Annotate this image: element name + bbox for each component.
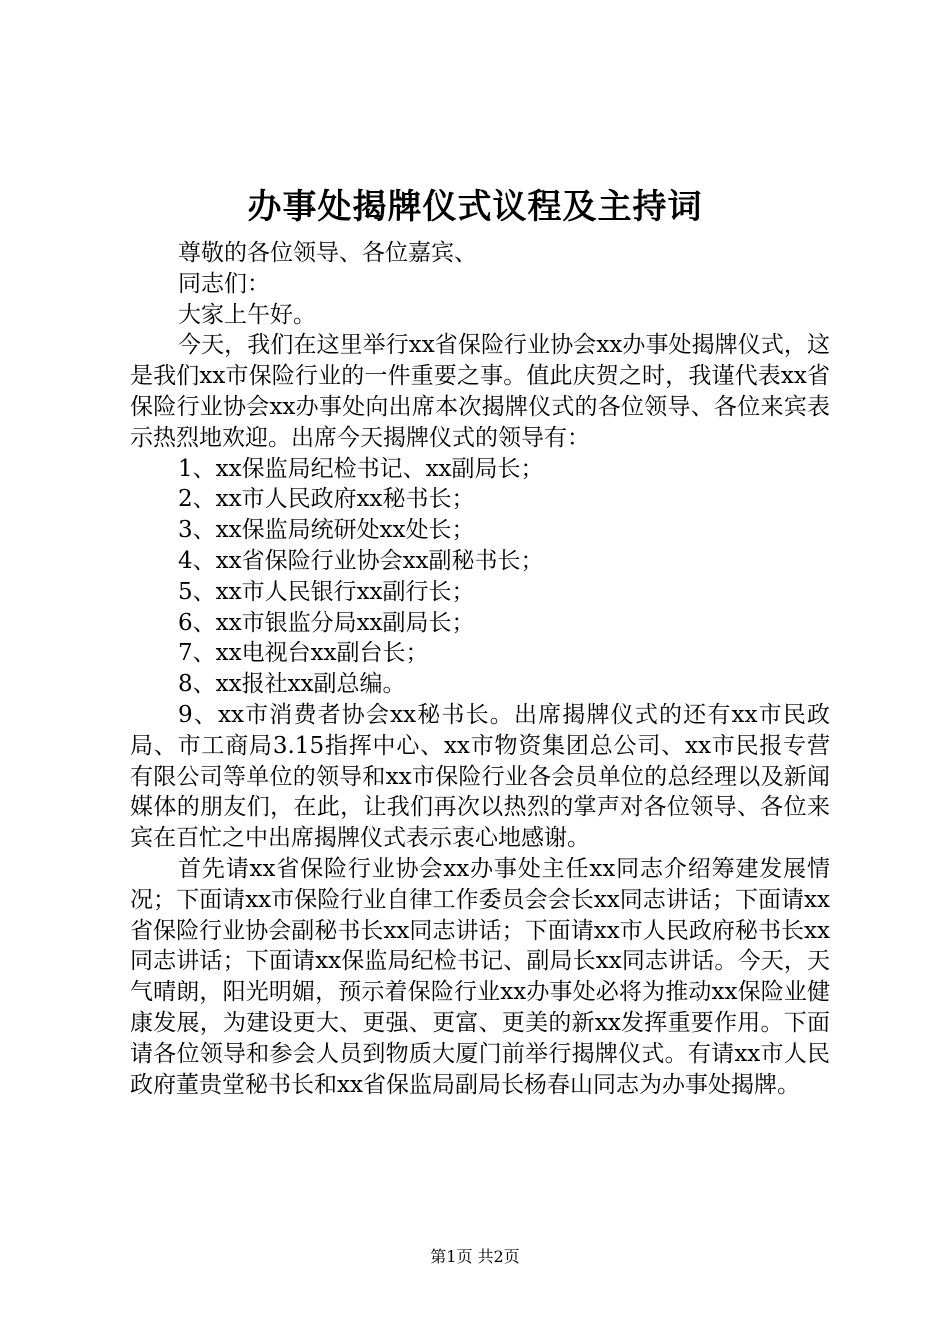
document-body [130, 238, 830, 1100]
document-title: 办事处揭牌仪式议程及主持词 [247, 187, 703, 227]
attendee-item-9: 9、xx市消费者协会xx秘书长。出席揭牌仪式的还有xx市民政局、市工商局3.15指挥中心、xx市物资集团总公司、xx市民报专营有限公司等单位的领导和xx市保险行业各会员单位的总经理以及新闻媒体的朋友们，在此，让我们再次以热烈的掌声对各位领导、各位来宾在百忙之中出席揭牌仪式表示衷心地感谢。 [130, 701, 830, 852]
attendee-item-7: 7、xx电视台xx副台长； [178, 640, 429, 667]
attendee-item-8: 8、xx报社xx副总编。 [178, 671, 406, 698]
salutation-line-1: 尊敬的各位领导、各位嘉宾、 [178, 240, 477, 266]
page-number-footer: 第1页 共2页 [430, 1247, 520, 1266]
attendee-item-2: 2、xx市人民政府xx秘书长； [178, 486, 475, 513]
salutation-line-2: 同志们： [178, 270, 270, 297]
attendee-item-1: 1、xx保监局纪检书记、xx副局长； [178, 455, 544, 482]
greeting: 大家上午好。 [178, 301, 316, 328]
attendee-item-3: 3、xx保监局统研处xx处长； [178, 517, 475, 544]
agenda-paragraph: 首先请xx省保险行业协会xx办事处主任xx同志介绍筹建发展情况；下面请xx市保险行业自律工作委员会会长xx同志讲话；下面请xx省保险行业协会副秘书长xx同志讲话；下面请xx市人民政府秘书长xx同志讲话；下面请xx保监局纪检书记、副局长xx同志讲话。今天，天气晴朗，阳光明媚，预示着保险行业xx办事处必将为推动xx保险业健康发展，为建设更大、更强、更富、更美的新xx发挥重要作用。下面请各位领导和参会人员到物质大厦门前举行揭牌仪式。有请xx市人民政府董贵堂秘书长和xx省保监局副局长杨春山同志为办事处揭牌。 [130, 855, 830, 1098]
attendee-item-5: 5、xx市人民银行xx副行长； [178, 578, 475, 605]
attendee-item-6: 6、xx市银监分局xx副局长； [178, 609, 475, 636]
attendee-item-4: 4、xx省保险行业协会xx副秘书长； [178, 547, 544, 574]
opening-paragraph: 今天，我们在这里举行xx省保险行业协会xx办事处揭牌仪式，这是我们xx市保险行业的一件重要之事。值此庆贺之时，我谨代表xx省保险行业协会xx办事处向出席本次揭牌仪式的各位领导、各位来宾表示热烈地欢迎。出席今天揭牌仪式的领导有： [130, 332, 830, 451]
